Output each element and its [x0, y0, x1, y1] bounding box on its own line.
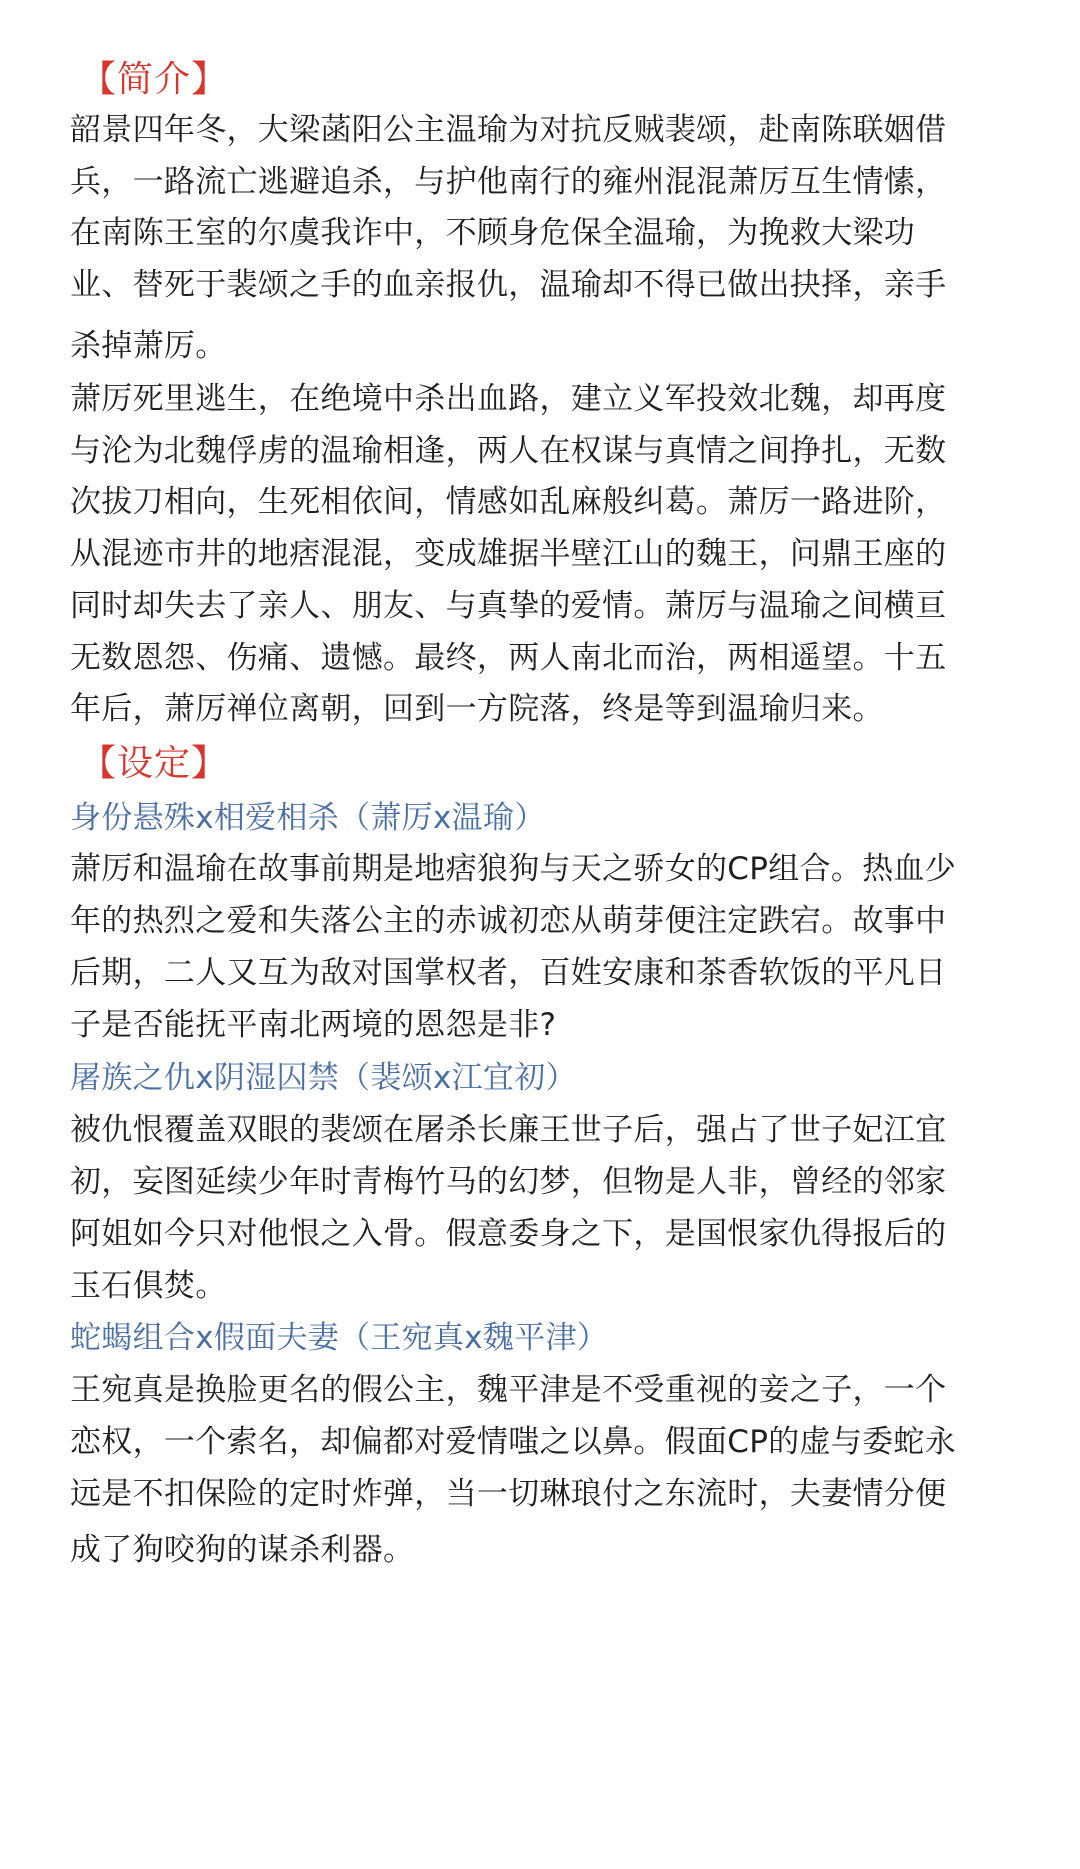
text-line: 阿姐如今只对他恨之入骨。假意委身之下，是国恨家仇得报后的 — [70, 1216, 947, 1252]
text-line: 王宛真是换脸更名的假公主，魏平津是不受重视的妾之子，一个 — [70, 1372, 947, 1408]
pair-1-title: 身份悬殊x相爱相杀（萧厉x温瑜） — [70, 800, 546, 836]
intro-paragraph-2 — [70, 374, 1010, 736]
pair-2-description — [70, 1104, 1010, 1312]
pair-3-description — [70, 1364, 1010, 1576]
text-line: 兵，一路流亡逃避追杀，与护他南行的雍州混混萧厉互生情愫， — [70, 163, 947, 200]
text-line: 初，妄图延续少年时青梅竹马的幻梦，但物是人非，曾经的邻家 — [70, 1164, 947, 1200]
text-line: 后期，二人又互为敌对国掌权者，百姓安康和茶香软饭的平凡日 — [70, 955, 947, 991]
text-line: 玉石俱焚。 — [70, 1268, 227, 1304]
text-line: 杀掉萧厉。 — [70, 328, 227, 364]
text-line: 年的热烈之爱和失落公主的赤诚初恋从萌芽便注定跌宕。故事中 — [70, 903, 947, 939]
pair-3-title: 蛇蝎组合x假面夫妻（王宛真x魏平津） — [70, 1320, 609, 1356]
text-line: 恋权，一个索名，却偏都对爱情嗤之以鼻。假面CP的虚与委蛇永 — [70, 1424, 957, 1460]
text-line: 子是否能抚平南北两境的恩怨是非? — [70, 1007, 557, 1043]
text-line: 与沦为北魏俘虏的温瑜相逢，两人在权谋与真情之间挣扎，无数 — [70, 432, 947, 469]
text-line: 同时却失去了亲人、朋友、与真挚的爱情。萧厉与温瑜之间横亘 — [70, 587, 947, 624]
text-line: 萧厉和温瑜在故事前期是地痞狼狗与天之骄女的CP组合。热血少 — [70, 851, 957, 887]
intro-paragraph-1 — [70, 105, 1010, 373]
text-line: 成了狗咬狗的谋杀利器。 — [70, 1532, 415, 1568]
text-line: 被仇恨覆盖双眼的裴颂在屠杀长廉王世子后，强占了世子妃江宜 — [70, 1112, 947, 1148]
text-line: 次拔刀相向，生死相依间，情感如乱麻般纠葛。萧厉一路进阶， — [70, 484, 947, 521]
pair-2-title: 屠族之仇x阴湿囚禁（裴颂x江宜初） — [70, 1060, 577, 1096]
text-line: 业、替死于裴颂之手的血亲报仇，温瑜却不得已做出抉择，亲手 — [70, 266, 947, 303]
text-line: 从混迹市井的地痞混混，变成雄据半壁江山的魏王，问鼎王座的 — [70, 536, 947, 573]
text-line: 萧厉死里逃生，在绝境中杀出血路，建立义军投效北魏，却再度 — [70, 381, 947, 417]
settings-heading: 【设定】 — [80, 743, 229, 784]
intro-heading: 【简介】 — [80, 59, 229, 100]
text-line: 韶景四年冬，大梁菡阳公主温瑜为对抗反贼裴颂，赴南陈联姻借 — [70, 112, 947, 148]
text-line: 无数恩怨、伤痛、遗憾。最终，两人南北而治，两相遥望。十五 — [70, 639, 947, 676]
text-line: 远是不扣保险的定时炸弹，当一切琳琅付之东流时，夫妻情分便 — [70, 1476, 947, 1512]
text-line: 在南陈王室的尔虞我诈中，不顾身危保全温瑜，为挽救大梁功 — [70, 215, 916, 251]
pair-1-description — [70, 843, 1010, 1051]
text-line: 年后，萧厉禅位离朝，回到一方院落，终是等到温瑜归来。 — [70, 691, 884, 728]
